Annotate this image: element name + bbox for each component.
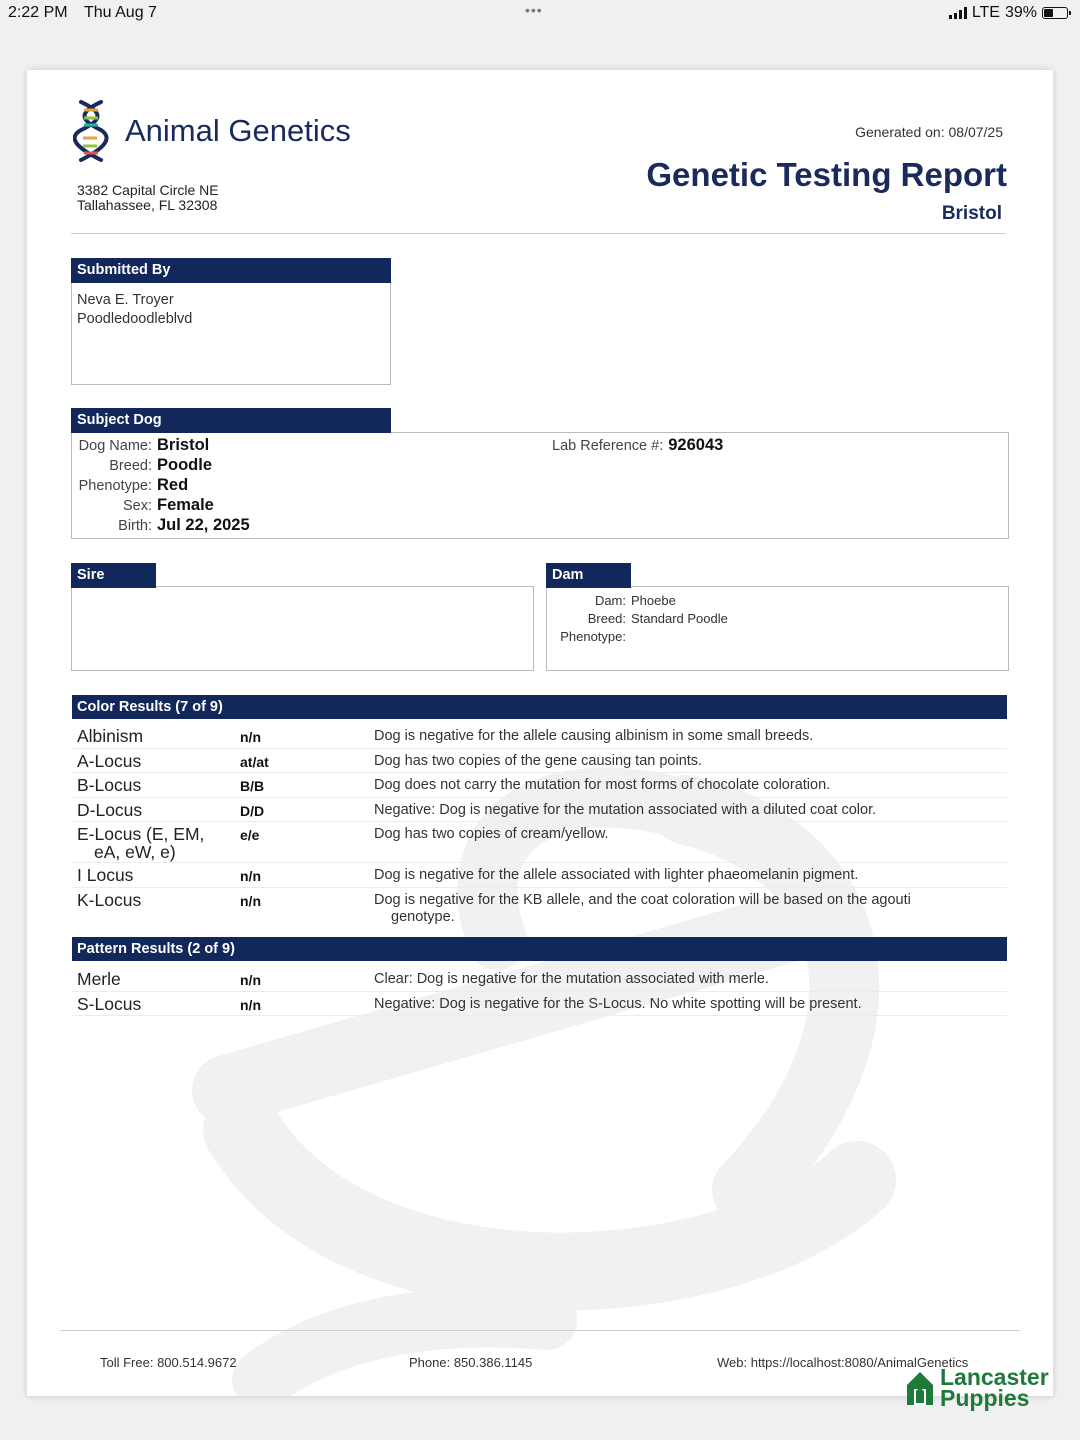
subject-field-dog-name bbox=[77, 436, 209, 456]
result-description-cell bbox=[374, 888, 1007, 929]
subject-field-phenotype bbox=[77, 476, 188, 496]
status-right bbox=[949, 4, 1068, 22]
lab-reference-value: 926043 bbox=[668, 436, 724, 454]
field-label: Phenotype: bbox=[560, 629, 626, 644]
locus-name-cell bbox=[72, 822, 240, 862]
locus-name: A-Locus bbox=[77, 750, 142, 771]
result-description: Dog is negative for the allele associated with lighter phaeomelanin pigment. bbox=[374, 867, 859, 883]
locus-name: K-Locus bbox=[77, 889, 142, 910]
locus-name: Albinism bbox=[77, 726, 144, 746]
status-date: Thu Aug 7 bbox=[84, 4, 157, 21]
battery-percent: 39% bbox=[1004, 4, 1037, 21]
result-description-continued: genotype. bbox=[391, 908, 455, 925]
dam-field-breed bbox=[559, 611, 728, 629]
address-line-1: 3382 Capital Circle NE bbox=[77, 182, 219, 198]
table-row bbox=[72, 773, 1007, 798]
footer-toll-free: Toll Free: 800.514.9672 bbox=[100, 1355, 237, 1370]
genotype: B/B bbox=[240, 778, 265, 794]
house-dog-icon bbox=[904, 1369, 936, 1407]
field-value: Female bbox=[157, 496, 214, 514]
status-bar bbox=[0, 0, 1080, 28]
locus-name: D-Locus bbox=[77, 799, 143, 820]
field-label: Breed: bbox=[587, 611, 626, 626]
address-line-2: Tallahassee, FL 32308 bbox=[77, 197, 218, 213]
genotype: at/at bbox=[240, 753, 269, 770]
field-label: Dog Name: bbox=[78, 438, 152, 454]
result-description: Negative: Dog is negative for the S-Locus. No white spotting will be present. bbox=[374, 995, 862, 1012]
report-page bbox=[27, 70, 1053, 1396]
table-row bbox=[72, 967, 1007, 992]
result-description: Clear: Dog is negative for the mutation associated with merle. bbox=[374, 971, 769, 987]
genotype: n/n bbox=[240, 892, 261, 909]
lancaster-puppies-logo bbox=[904, 1364, 1049, 1411]
field-label: Dam: bbox=[594, 593, 626, 608]
lab-reference bbox=[552, 436, 723, 455]
table-row bbox=[72, 798, 1007, 823]
genotype: n/n bbox=[240, 996, 261, 1013]
result-description: Dog is negative for the allele causing albinism in some small breeds. bbox=[374, 728, 814, 744]
locus-name: B-Locus bbox=[77, 775, 142, 795]
submitter-org: Poodledoodleblvd bbox=[77, 311, 193, 327]
footer-phone: Phone: 850.386.1145 bbox=[409, 1355, 533, 1370]
result-description: Dog has two copies of cream/yellow. bbox=[374, 826, 609, 842]
color-results-heading: Color Results (7 of 9) bbox=[72, 695, 1007, 719]
logo-line-1: Lancaster bbox=[940, 1364, 1049, 1390]
result-description: Dog does not carry the mutation for most forms of chocolate coloration. bbox=[374, 777, 831, 793]
genotype: n/n bbox=[240, 729, 261, 745]
field-value: Standard Poodle bbox=[631, 611, 728, 626]
submitted-by-heading: Submitted By bbox=[71, 258, 391, 283]
dna-logo-icon bbox=[73, 98, 109, 164]
header-divider bbox=[71, 233, 1006, 234]
network-type: LTE bbox=[971, 4, 1000, 21]
locus-name: Merle bbox=[77, 969, 121, 989]
subject-field-breed bbox=[77, 456, 212, 476]
field-label: Breed: bbox=[109, 458, 152, 474]
dam-field-name bbox=[559, 593, 676, 611]
result-description: Dog has two copies of the gene causing tan points. bbox=[374, 752, 703, 769]
company-address bbox=[77, 183, 219, 213]
brand-header bbox=[73, 98, 351, 164]
footer-divider bbox=[60, 1330, 1020, 1331]
logo-line-2: Puppies bbox=[940, 1385, 1030, 1411]
multitasking-dots-icon[interactable]: ••• bbox=[525, 2, 543, 18]
report-dog-name: Bristol bbox=[941, 203, 1002, 224]
status-time: 2:22 PM bbox=[8, 4, 68, 21]
genotype: e/e bbox=[240, 827, 260, 843]
subject-field-birth bbox=[77, 516, 250, 536]
field-value: Jul 22, 2025 bbox=[157, 516, 250, 534]
lancaster-puppies-text bbox=[940, 1364, 1049, 1411]
locus-name: I Locus bbox=[77, 865, 134, 885]
field-value: Phoebe bbox=[631, 593, 676, 608]
pattern-results-heading: Pattern Results (2 of 9) bbox=[72, 937, 1007, 961]
field-label: Birth: bbox=[118, 518, 152, 534]
submitted-by-details bbox=[77, 291, 192, 329]
dam-heading: Dam bbox=[546, 563, 631, 588]
field-label: Phenotype: bbox=[78, 478, 152, 494]
table-row bbox=[72, 888, 1007, 929]
locus-name-continued: eA, eW, e) bbox=[94, 842, 176, 862]
sire-box bbox=[71, 586, 534, 671]
table-row bbox=[72, 749, 1007, 774]
sire-heading: Sire bbox=[71, 563, 156, 588]
subject-field-sex bbox=[77, 496, 214, 516]
battery-icon bbox=[1042, 7, 1068, 19]
lab-reference-label: Lab Reference #: bbox=[552, 438, 664, 454]
color-results-table bbox=[72, 724, 1007, 929]
footer-web-link[interactable]: Web: https://localhost:8080/AnimalGenetics bbox=[717, 1355, 969, 1370]
result-description: Dog is negative for the KB allele, and the coat coloration will be based on the agouti bbox=[374, 891, 911, 908]
genotype: n/n bbox=[240, 868, 261, 884]
table-row bbox=[72, 822, 1007, 863]
result-description: Negative: Dog is negative for the mutation associated with a diluted coat color. bbox=[374, 801, 877, 818]
field-value: Red bbox=[157, 476, 189, 494]
table-row bbox=[72, 863, 1007, 888]
field-value: Bristol bbox=[157, 436, 210, 454]
locus-name: S-Locus bbox=[77, 993, 142, 1014]
brand-name: Animal Genetics bbox=[125, 113, 351, 148]
table-row bbox=[72, 724, 1007, 749]
subject-dog-heading: Subject Dog bbox=[71, 408, 391, 433]
dam-field-phenotype bbox=[559, 629, 631, 647]
field-value: Poodle bbox=[157, 456, 213, 474]
report-title: Genetic Testing Report bbox=[646, 156, 1007, 193]
genotype: n/n bbox=[240, 972, 261, 988]
locus-name: E-Locus (E, EM, bbox=[77, 824, 205, 844]
table-row bbox=[72, 992, 1007, 1017]
pattern-results-table bbox=[72, 967, 1007, 1016]
generated-date: Generated on: 08/07/25 bbox=[855, 124, 1003, 140]
field-label: Sex: bbox=[122, 498, 152, 514]
submitter-name: Neva E. Troyer bbox=[77, 292, 174, 308]
genotype: D/D bbox=[240, 802, 265, 819]
cellular-signal-icon bbox=[949, 7, 967, 19]
